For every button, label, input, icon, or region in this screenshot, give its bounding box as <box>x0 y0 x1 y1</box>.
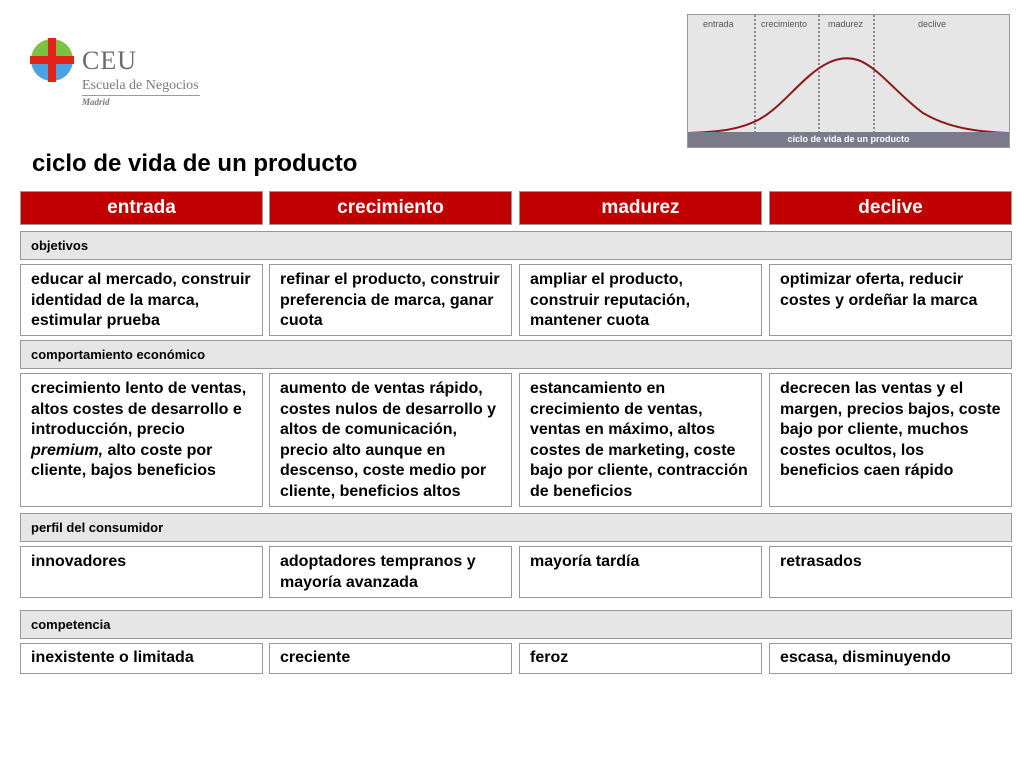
economico-entrada-premium: premium, <box>31 441 104 459</box>
consumidor-crecimiento: adoptadores tempranos y mayoría avanzada <box>269 546 512 598</box>
life-cycle-thumbnail <box>687 14 1010 148</box>
objetivos-entrada: educar al mercado, construir identidad de la marca, estimular prueba <box>20 264 263 336</box>
logo-divider <box>82 95 200 96</box>
competencia-entrada: inexistente o limitada <box>20 643 263 674</box>
section-perfil-consumidor: perfil del consumidor <box>20 513 1012 542</box>
competencia-madurez: feroz <box>519 643 762 674</box>
section-competencia: competencia <box>20 610 1012 639</box>
economico-entrada-text-b: alto coste por cliente, bajos beneficios <box>31 441 216 479</box>
logo-school: Escuela de Negocios <box>82 78 199 93</box>
economico-declive: decrecen las ventas y el margen, precios bajos, coste bajo por cliente, muchos costes ocultos, los beneficios caen rápido <box>769 373 1012 507</box>
logo-brand: CEU <box>82 46 137 75</box>
consumidor-entrada: innovadores <box>20 546 263 598</box>
economico-crecimiento: aumento de ventas rápido, costes nulos de desarrollo y altos de comunicación, precio alto aunque en descenso, coste medio por cliente, beneficios altos <box>269 373 512 507</box>
mini-phase-crecimiento: crecimiento <box>761 19 808 29</box>
mini-chart-caption: ciclo de vida de un producto <box>688 132 1009 147</box>
mini-phase-madurez: madurez <box>828 19 864 29</box>
economico-entrada <box>20 373 263 507</box>
objetivos-madurez: ampliar el producto, construir reputación, mantener cuota <box>519 264 762 336</box>
logo-city: Madrid <box>82 97 110 107</box>
curve-line <box>688 58 1009 133</box>
stage-header-declive: declive <box>769 191 1012 225</box>
mini-phase-entrada: entrada <box>703 19 734 29</box>
stage-header-madurez: madurez <box>519 191 762 225</box>
section-objetivos: objetivos <box>20 231 1012 260</box>
competencia-crecimiento: creciente <box>269 643 512 674</box>
stage-header-entrada: entrada <box>20 191 263 225</box>
consumidor-madurez: mayoría tardía <box>519 546 762 598</box>
life-cycle-curve <box>688 15 1009 147</box>
stage-header-crecimiento: crecimiento <box>269 191 512 225</box>
competencia-declive: escasa, disminuyendo <box>769 643 1012 674</box>
objetivos-crecimiento: refinar el producto, construir preferencia de marca, ganar cuota <box>269 264 512 336</box>
page-title: ciclo de vida de un producto <box>32 150 358 177</box>
economico-madurez: estancamiento en crecimiento de ventas, ventas en máximo, altos costes de marketing, coste bajo por cliente, contracción de beneficios <box>519 373 762 507</box>
objetivos-declive: optimizar oferta, reducir costes y ordeñar la marca <box>769 264 1012 336</box>
ceu-logo <box>30 38 210 110</box>
consumidor-declive: retrasados <box>769 546 1012 598</box>
section-comportamiento-economico: comportamiento económico <box>20 340 1012 369</box>
ceu-emblem-icon <box>30 38 74 82</box>
mini-phase-declive: declive <box>918 19 947 29</box>
economico-entrada-text-a: crecimiento lento de ventas, altos costes de desarrollo e introducción, precio <box>31 380 247 438</box>
